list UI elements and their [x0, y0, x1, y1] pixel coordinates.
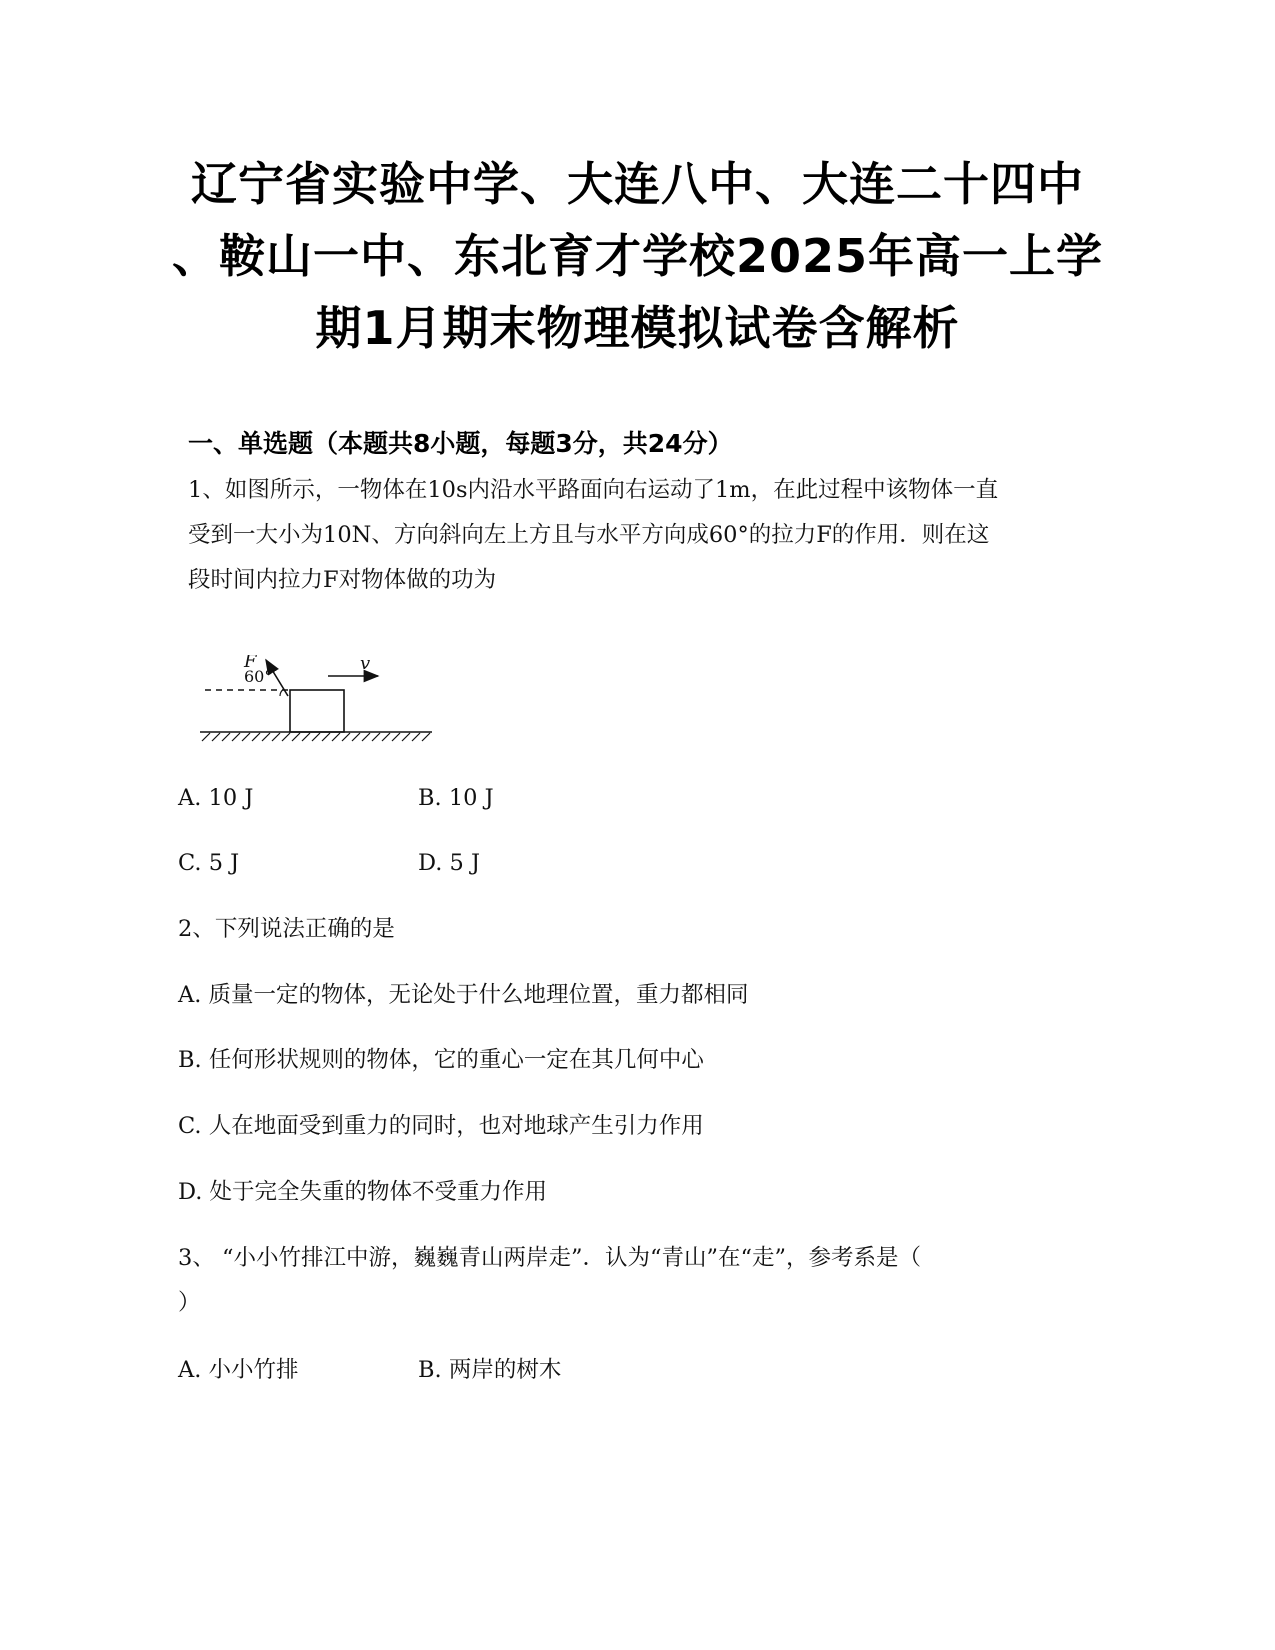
block: [290, 690, 344, 732]
question-1-stem-line-3: 段时间内拉力F对物体做的功为: [188, 567, 497, 593]
question-2-stem: 2、下列说法正确的是: [178, 916, 395, 942]
title-line-3: 期1月期末物理模拟试卷含解析: [315, 301, 960, 355]
section-heading: 一、单选题（本题共8小题，每题3分，共24分）: [188, 429, 733, 458]
angle-label: 60°: [244, 667, 273, 686]
ground-hatching: [202, 733, 430, 741]
question-2-option-d: D. 处于完全失重的物体不受重力作用: [178, 1179, 548, 1205]
title-line-1: 辽宁省实验中学、大连八中、大连二十四中: [191, 157, 1084, 211]
document-title: [150, 148, 1125, 364]
angle-arc: [280, 689, 284, 696]
question-1-stem-line-1: 1、如图所示，一物体在10s内沿水平路面向右运动了1m，在此过程中该物体一直: [188, 477, 999, 503]
question-1-option-a: A. 10 J: [178, 785, 254, 811]
question-1-stem-line-2: 受到一大小为10N、方向斜向左上方且与水平方向成60°的拉力F的作用．则在这: [188, 522, 990, 548]
velocity-label: v: [360, 655, 371, 674]
question-3-stem-line-2: ）: [178, 1290, 201, 1316]
question-3-option-a: A. 小小竹排: [178, 1357, 299, 1383]
question-1-option-d: D. 5 J: [418, 850, 481, 876]
question-3-option-b: B. 两岸的树木: [418, 1357, 562, 1383]
question-1-figure: [200, 655, 460, 785]
question-2-option-a: A. 质量一定的物体，无论处于什么地理位置，重力都相同: [178, 982, 749, 1008]
question-1-stem: [188, 468, 1088, 603]
question-2-option-b: B. 任何形状规则的物体，它的重心一定在其几何中心: [178, 1047, 704, 1073]
question-3-stem-line-1: 3、 “小小竹排江中游，巍巍青山两岸走”．认为“青山”在“走”，参考系是（: [178, 1245, 921, 1271]
title-line-2: 、鞍山一中、东北育才学校2025年高一上学: [171, 229, 1104, 283]
question-1-option-b: B. 10 J: [418, 785, 494, 811]
question-2-option-c: C. 人在地面受到重力的同时，也对地球产生引力作用: [178, 1113, 704, 1139]
question-1-option-c: C. 5 J: [178, 850, 240, 876]
force-label: F: [244, 655, 257, 672]
